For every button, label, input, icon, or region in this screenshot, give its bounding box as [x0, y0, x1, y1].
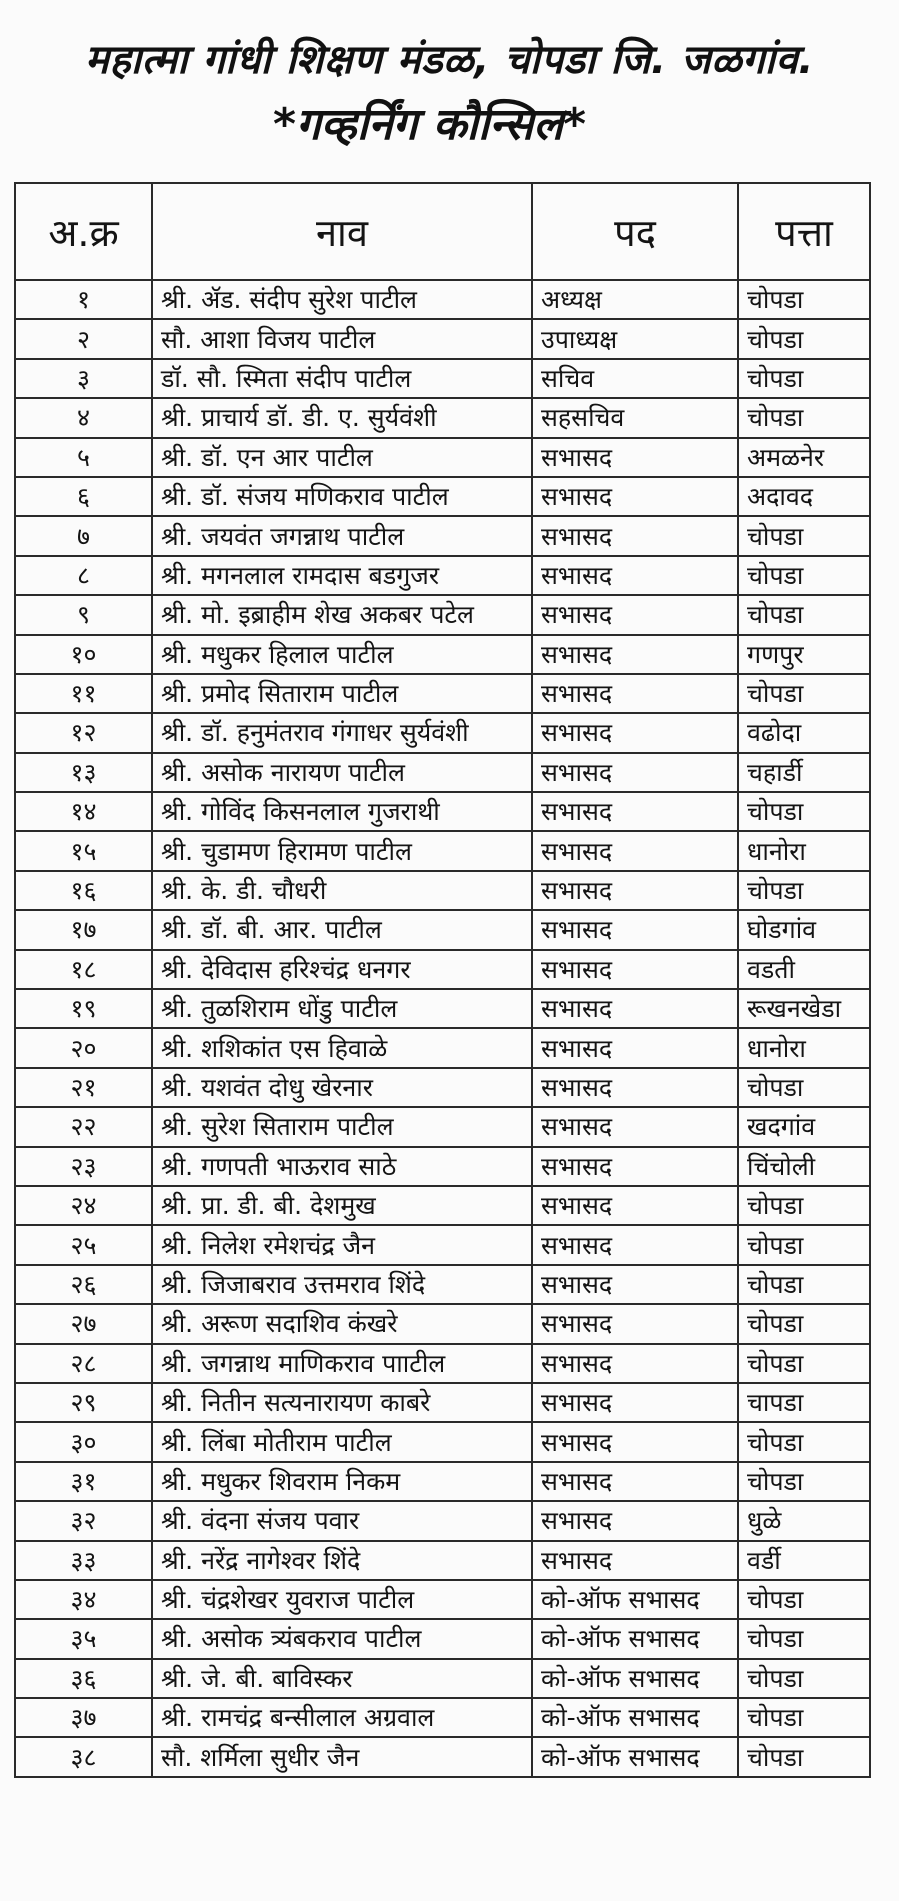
row-number: २६	[15, 1265, 152, 1304]
column-header-name: नाव	[152, 183, 532, 280]
row-number: १७	[15, 910, 152, 949]
table-row	[15, 1304, 870, 1343]
row-number: १९	[15, 989, 152, 1028]
member-name: श्री. अरूण सदाशिव कंखरे	[152, 1304, 532, 1343]
member-post: सभासद	[532, 1265, 738, 1304]
member-post: सभासद	[532, 1068, 738, 1107]
table-row	[15, 831, 870, 870]
member-name: श्री. मो. इब्राहीम शेख अकबर पटेल	[152, 595, 532, 634]
member-address: चोपडा	[738, 319, 870, 358]
member-address: वर्डी	[738, 1541, 870, 1580]
row-number: ६	[15, 477, 152, 516]
table-row	[15, 1068, 870, 1107]
member-post: सभासद	[532, 674, 738, 713]
member-address: चोपडा	[738, 871, 870, 910]
member-address: चोपडा	[738, 1619, 870, 1658]
member-post: सभासद	[532, 871, 738, 910]
member-address: चोपडा	[738, 1698, 870, 1737]
member-address: चोपडा	[738, 1737, 870, 1776]
member-address: वढोदा	[738, 713, 870, 752]
member-name: श्री. गणपती भाऊराव साठे	[152, 1147, 532, 1186]
member-name: श्री. नितीन सत्यनारायण काबरे	[152, 1383, 532, 1422]
member-name: श्री. शशिकांत एस हिवाळे	[152, 1028, 532, 1067]
table-row	[15, 319, 870, 358]
table-row	[15, 1383, 870, 1422]
member-address: चोपडा	[738, 1659, 870, 1698]
member-post: अध्यक्ष	[532, 280, 738, 319]
row-number: ११	[15, 674, 152, 713]
row-number: २२	[15, 1107, 152, 1146]
member-address: खदगांव	[738, 1107, 870, 1146]
member-address: चापडा	[738, 1383, 870, 1422]
row-number: २०	[15, 1028, 152, 1067]
member-post: को-ऑफ सभासद	[532, 1580, 738, 1619]
table-row	[15, 359, 870, 398]
member-address: चोपडा	[738, 280, 870, 319]
table-body	[15, 280, 870, 1777]
table-row	[15, 871, 870, 910]
table-row	[15, 1462, 870, 1501]
member-post: सभासद	[532, 989, 738, 1028]
member-address: चहार्डी	[738, 753, 870, 792]
member-post: सभासद	[532, 1462, 738, 1501]
table-row	[15, 516, 870, 555]
member-name: श्री. प्रा. डी. बी. देशमुख	[152, 1186, 532, 1225]
table-row	[15, 792, 870, 831]
member-name: सौ. शर्मिला सुधीर जैन	[152, 1737, 532, 1776]
table-row	[15, 1186, 870, 1225]
member-name: डॉ. सौ. स्मिता संदीप पाटील	[152, 359, 532, 398]
row-number: ५	[15, 438, 152, 477]
member-address: चोपडा	[738, 1225, 870, 1264]
member-address: धुळे	[738, 1501, 870, 1540]
council-members-table	[14, 182, 871, 1778]
member-post: सभासद	[532, 792, 738, 831]
row-number: ३	[15, 359, 152, 398]
member-address: चोपडा	[738, 1580, 870, 1619]
table-row	[15, 1619, 870, 1658]
member-address: चोपडा	[738, 674, 870, 713]
row-number: १२	[15, 713, 152, 752]
row-number: २३	[15, 1147, 152, 1186]
member-post: उपाध्यक्ष	[532, 319, 738, 358]
member-name: श्री. डॉ. एन आर पाटील	[152, 438, 532, 477]
table-row	[15, 950, 870, 989]
member-address: चोपडा	[738, 1265, 870, 1304]
row-number: १६	[15, 871, 152, 910]
member-name: श्री. मगनलाल रामदास बडगुजर	[152, 556, 532, 595]
member-address: चोपडा	[738, 1068, 870, 1107]
member-post: सभासद	[532, 516, 738, 555]
member-name: श्री. यशवंत दोधु खेरनार	[152, 1068, 532, 1107]
row-number: २१	[15, 1068, 152, 1107]
member-name: श्री. नरेंद्र नागेश्वर शिंदे	[152, 1541, 532, 1580]
member-name: श्री. प्रमोद सिताराम पाटील	[152, 674, 532, 713]
member-post: सभासद	[532, 1186, 738, 1225]
member-name: श्री. प्राचार्य डॉ. डी. ए. सुर्यवंशी	[152, 398, 532, 437]
member-address: चोपडा	[738, 1422, 870, 1461]
member-address: धानोरा	[738, 831, 870, 870]
row-number: ४	[15, 398, 152, 437]
member-address: चोपडा	[738, 595, 870, 634]
member-address: वडती	[738, 950, 870, 989]
table-row	[15, 398, 870, 437]
member-address: चिंचोली	[738, 1147, 870, 1186]
row-number: ३५	[15, 1619, 152, 1658]
member-post: सभासद	[532, 950, 738, 989]
table-row	[15, 1659, 870, 1698]
member-post: सभासद	[532, 910, 738, 949]
row-number: २९	[15, 1383, 152, 1422]
row-number: २७	[15, 1304, 152, 1343]
member-name: श्री. डॉ. हनुमंतराव गंगाधर सुर्यवंशी	[152, 713, 532, 752]
member-post: सभासद	[532, 1501, 738, 1540]
member-post: को-ऑफ सभासद	[532, 1619, 738, 1658]
row-number: १	[15, 280, 152, 319]
column-header-address: पत्ता	[738, 183, 870, 280]
row-number: १५	[15, 831, 152, 870]
column-header-post: पद	[532, 183, 738, 280]
table-row	[15, 1225, 870, 1264]
member-address: चोपडा	[738, 792, 870, 831]
member-post: सभासद	[532, 1344, 738, 1383]
member-address: अदावद	[738, 477, 870, 516]
member-post: सभासद	[532, 1422, 738, 1461]
table-row	[15, 556, 870, 595]
row-number: ३३	[15, 1541, 152, 1580]
table-row	[15, 1580, 870, 1619]
row-number: ८	[15, 556, 152, 595]
member-address: चोपडा	[738, 1344, 870, 1383]
member-post: सभासद	[532, 1225, 738, 1264]
row-number: ३२	[15, 1501, 152, 1540]
row-number: ३६	[15, 1659, 152, 1698]
table-row	[15, 989, 870, 1028]
table-row	[15, 438, 870, 477]
row-number: ३१	[15, 1462, 152, 1501]
table-row	[15, 1698, 870, 1737]
member-post: को-ऑफ सभासद	[532, 1737, 738, 1776]
member-address: चोपडा	[738, 1304, 870, 1343]
table-row	[15, 280, 870, 319]
member-name: श्री. लिंबा मोतीराम पाटील	[152, 1422, 532, 1461]
member-name: सौ. आशा विजय पाटील	[152, 319, 532, 358]
organization-title: महात्मा गांधी शिक्षण मंडळ, चोपडा जि. जळगांव.	[85, 37, 814, 83]
member-name: श्री. डॉ. बी. आर. पाटील	[152, 910, 532, 949]
table-row	[15, 674, 870, 713]
member-name: श्री. ॲड. संदीप सुरेश पाटील	[152, 280, 532, 319]
row-number: ३०	[15, 1422, 152, 1461]
member-name: श्री. चंद्रशेखर युवराज पाटील	[152, 1580, 532, 1619]
member-post: सभासद	[532, 1304, 738, 1343]
table-row	[15, 1147, 870, 1186]
member-post: सभासद	[532, 1107, 738, 1146]
council-title: *गव्हर्निंग कौन्सिल*	[272, 99, 587, 150]
member-post: सभासद	[532, 713, 738, 752]
member-name: श्री. चुडामण हिरामण पाटील	[152, 831, 532, 870]
member-name: श्री. सुरेश सिताराम पाटील	[152, 1107, 532, 1146]
member-name: श्री. जिजाबराव उत्तमराव शिंदे	[152, 1265, 532, 1304]
member-name: श्री. डॉ. संजय मणिकराव पाटील	[152, 477, 532, 516]
member-address: रूखनखेडा	[738, 989, 870, 1028]
member-post: को-ऑफ सभासद	[532, 1698, 738, 1737]
member-post: सभासद	[532, 1028, 738, 1067]
member-name: श्री. जयवंत जगन्नाथ पाटील	[152, 516, 532, 555]
table-row	[15, 753, 870, 792]
member-address: धानोरा	[738, 1028, 870, 1067]
member-name: श्री. जे. बी. बाविस्कर	[152, 1659, 532, 1698]
row-number: २४	[15, 1186, 152, 1225]
member-address: चोपडा	[738, 1462, 870, 1501]
table-header-row	[15, 183, 870, 280]
member-name: श्री. तुळशिराम धोंडु पाटील	[152, 989, 532, 1028]
row-number: २	[15, 319, 152, 358]
row-number: ३८	[15, 1737, 152, 1776]
table-row	[15, 1265, 870, 1304]
table-row	[15, 1501, 870, 1540]
member-post: सभासद	[532, 753, 738, 792]
member-address: चोपडा	[738, 516, 870, 555]
member-post: को-ऑफ सभासद	[532, 1659, 738, 1698]
row-number: १३	[15, 753, 152, 792]
member-address: चोपडा	[738, 556, 870, 595]
member-name: श्री. के. डी. चौधरी	[152, 871, 532, 910]
table-row	[15, 1028, 870, 1067]
table-row	[15, 713, 870, 752]
member-name: श्री. रामचंद्र बन्सीलाल अग्रवाल	[152, 1698, 532, 1737]
member-post: सभासद	[532, 1383, 738, 1422]
member-post: सचिव	[532, 359, 738, 398]
member-address: घोडगांव	[738, 910, 870, 949]
member-address: चोपडा	[738, 1186, 870, 1225]
member-post: सभासद	[532, 1541, 738, 1580]
member-post: सहसचिव	[532, 398, 738, 437]
member-name: श्री. मधुकर शिवराम निकम	[152, 1462, 532, 1501]
member-post: सभासद	[532, 556, 738, 595]
member-name: श्री. निलेश रमेशचंद्र जैन	[152, 1225, 532, 1264]
member-address: गणपुर	[738, 635, 870, 674]
member-post: सभासद	[532, 831, 738, 870]
row-number: ७	[15, 516, 152, 555]
table-row	[15, 910, 870, 949]
member-name: श्री. जगन्नाथ माणिकराव पााटील	[152, 1344, 532, 1383]
member-post: सभासद	[532, 635, 738, 674]
table-row	[15, 1422, 870, 1461]
row-number: २५	[15, 1225, 152, 1264]
row-number: २८	[15, 1344, 152, 1383]
member-address: अमळनेर	[738, 438, 870, 477]
member-post: सभासद	[532, 477, 738, 516]
row-number: ३७	[15, 1698, 152, 1737]
member-post: सभासद	[532, 595, 738, 634]
member-post: सभासद	[532, 1147, 738, 1186]
table-row	[15, 1344, 870, 1383]
table-row	[15, 1541, 870, 1580]
column-header-number: अ.क्र	[15, 183, 152, 280]
table-row	[15, 1737, 870, 1776]
member-post: सभासद	[532, 438, 738, 477]
table-row	[15, 1107, 870, 1146]
member-name: श्री. मधुकर हिलाल पाटील	[152, 635, 532, 674]
table-row	[15, 477, 870, 516]
table-row	[15, 595, 870, 634]
member-address: चोपडा	[738, 359, 870, 398]
member-address: चोपडा	[738, 398, 870, 437]
row-number: १४	[15, 792, 152, 831]
table-row	[15, 635, 870, 674]
row-number: १८	[15, 950, 152, 989]
member-name: श्री. असोक त्र्यंबकराव पाटील	[152, 1619, 532, 1658]
member-name: श्री. वंदना संजय पवार	[152, 1501, 532, 1540]
member-name: श्री. गोविंद किसनलाल गुजराथी	[152, 792, 532, 831]
member-name: श्री. देविदास हरिश्चंद्र धनगर	[152, 950, 532, 989]
row-number: १०	[15, 635, 152, 674]
row-number: ३४	[15, 1580, 152, 1619]
member-name: श्री. असोक नारायण पाटील	[152, 753, 532, 792]
row-number: ९	[15, 595, 152, 634]
